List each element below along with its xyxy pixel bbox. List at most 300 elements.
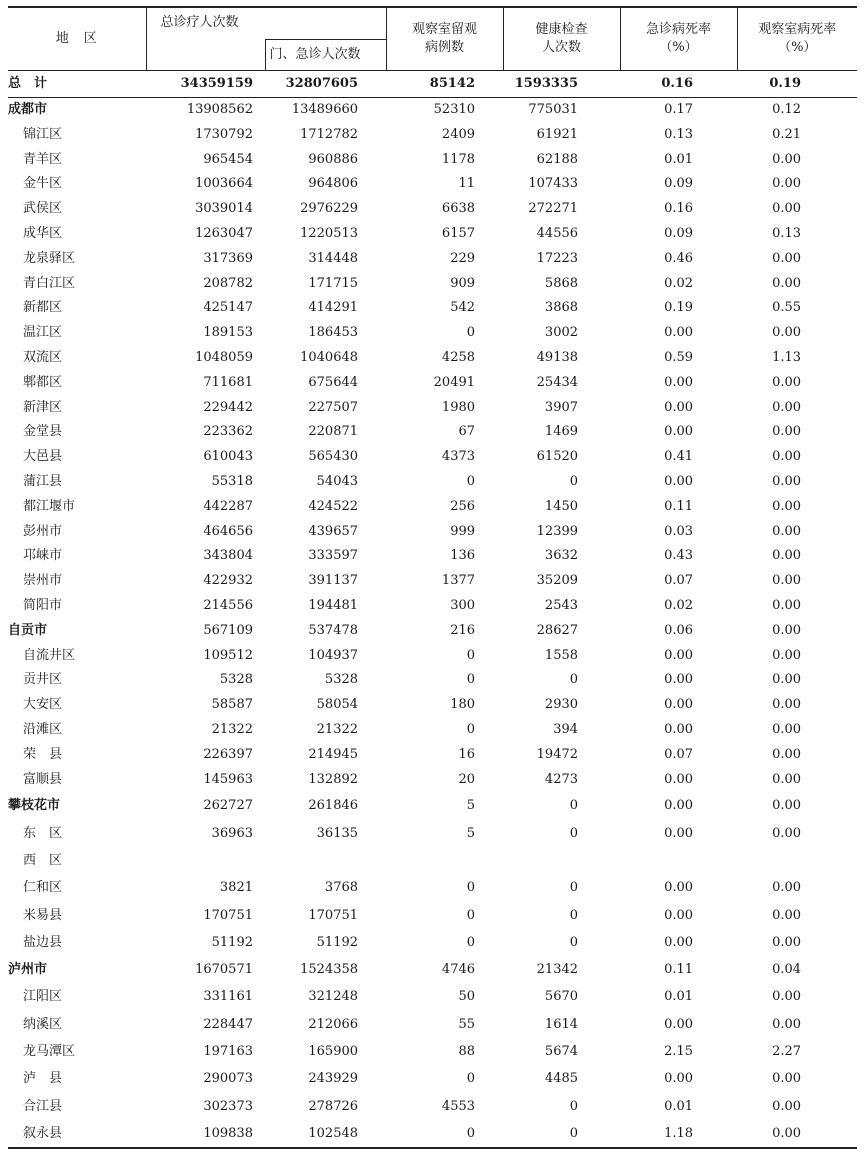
district-row	[8, 929, 857, 956]
value-cell: 0.00	[664, 907, 694, 923]
region-name: 龙马潭区	[23, 1043, 76, 1059]
region-name: 总 计	[8, 71, 146, 98]
city-row	[8, 619, 857, 644]
district-row	[8, 445, 857, 470]
value-cell: 21322	[211, 721, 253, 737]
value-cell: 50	[458, 989, 476, 1005]
value-cell: 51192	[316, 934, 359, 950]
value-cell: 35209	[536, 573, 579, 589]
value-cell: 180	[450, 697, 476, 713]
value-cell: 0.00	[772, 647, 802, 663]
header-region: 地 区	[8, 7, 146, 71]
region-name: 彭州市	[23, 523, 63, 539]
value-cell: 0	[569, 907, 579, 923]
value-cell: 0.00	[772, 548, 802, 564]
value-cell: 0.19	[737, 71, 857, 98]
district-row	[8, 544, 857, 569]
value-cell: 61520	[536, 449, 579, 465]
value-cell: 0.00	[772, 672, 802, 688]
city-row	[8, 792, 857, 819]
region-name: 郫都区	[23, 374, 63, 390]
value-cell: 0.01	[664, 989, 694, 1005]
value-cell: 442287	[203, 498, 253, 514]
district-row	[8, 902, 857, 929]
value-cell: 194481	[308, 597, 359, 613]
value-cell: 0	[503, 1120, 620, 1148]
value-cell: 567109	[203, 622, 253, 638]
district-row	[8, 495, 857, 520]
value-cell: 0.00	[772, 250, 802, 266]
district-row	[8, 296, 857, 321]
district-row	[8, 1120, 857, 1148]
value-cell: 3039014	[195, 201, 253, 217]
region-name: 武侯区	[23, 201, 63, 217]
value-cell: 610043	[203, 449, 253, 465]
value-cell: 6638	[441, 201, 476, 217]
value-cell: 0.00	[772, 798, 802, 814]
value-cell: 302373	[203, 1098, 253, 1114]
value-cell: 1524358	[300, 962, 359, 978]
value-cell: 775031	[503, 98, 620, 123]
value-cell: 0.59	[664, 349, 694, 365]
value-cell: 0.00	[772, 573, 802, 589]
value-cell: 170751	[308, 907, 359, 923]
value-cell: 54043	[316, 473, 359, 489]
value-cell	[503, 847, 620, 874]
value-cell: 0	[466, 473, 476, 489]
value-cell: 0	[569, 473, 579, 489]
value-cell: 102548	[265, 1120, 386, 1148]
value-cell: 189153	[203, 325, 253, 341]
value-cell: 228447	[203, 1016, 253, 1032]
district-row	[8, 1011, 857, 1038]
value-cell: 0	[569, 1098, 579, 1114]
value-cell: 0.00	[772, 934, 802, 950]
region-name: 蒲江县	[23, 473, 63, 489]
region-name: 江阳区	[23, 989, 63, 1005]
value-cell: 0.03	[664, 523, 694, 539]
value-cell: 4485	[544, 1071, 579, 1087]
region-name: 沿滩区	[23, 721, 63, 737]
region-name: 攀枝花市	[8, 798, 61, 814]
district-row	[8, 520, 857, 545]
value-cell: 0.41	[664, 449, 694, 465]
value-cell: 0.00	[772, 201, 802, 217]
value-cell: 0	[569, 672, 579, 688]
value-cell: 0.00	[772, 697, 802, 713]
region-name: 温江区	[23, 325, 63, 341]
value-cell: 0.00	[772, 622, 802, 638]
value-cell: 1450	[544, 498, 579, 514]
region-name: 崇州市	[23, 573, 63, 589]
value-cell: 0	[466, 907, 476, 923]
district-row	[8, 123, 857, 148]
value-cell: 0.02	[664, 597, 694, 613]
value-cell: 0.19	[664, 300, 694, 316]
table-body	[8, 71, 857, 1149]
value-cell: 55318	[211, 473, 253, 489]
value-cell: 0.00	[664, 880, 694, 896]
value-cell: 12399	[536, 523, 579, 539]
value-cell: 5868	[544, 275, 579, 291]
value-cell: 0	[466, 672, 476, 688]
value-cell: 49138	[536, 349, 579, 365]
value-cell: 0.00	[737, 1120, 857, 1148]
value-cell: 85142	[386, 71, 503, 98]
value-cell: 0.00	[772, 989, 802, 1005]
value-cell: 0.21	[772, 126, 802, 142]
header-emergency-death-rate-line1: 急诊病死率	[646, 22, 712, 37]
value-cell: 55	[458, 1016, 476, 1032]
value-cell: 0.00	[772, 275, 802, 291]
value-cell: 0.13	[664, 126, 694, 142]
value-cell: 0.00	[772, 325, 802, 341]
value-cell: 3907	[544, 399, 579, 415]
value-cell: 3632	[544, 548, 579, 564]
region-name: 双流区	[23, 349, 63, 365]
value-cell: 0	[466, 325, 476, 341]
value-cell: 1040648	[300, 349, 359, 365]
header-observation	[386, 7, 503, 71]
value-cell	[620, 847, 737, 874]
district-row	[8, 346, 857, 371]
value-cell: 0	[466, 1071, 476, 1087]
value-cell: 20	[458, 771, 476, 787]
value-cell: 2976229	[300, 201, 359, 217]
region-name: 富顺县	[23, 771, 63, 787]
value-cell: 0	[466, 647, 476, 663]
value-cell: 0.07	[664, 746, 694, 762]
value-cell: 165900	[308, 1043, 359, 1059]
district-row	[8, 420, 857, 445]
header-emergency-death-rate-line2: （%）	[659, 40, 698, 55]
region-name: 龙泉驿区	[23, 250, 76, 266]
value-cell: 197163	[203, 1043, 253, 1059]
value-cell: 88	[458, 1043, 476, 1059]
value-cell: 0.09	[664, 225, 694, 241]
region-name: 贡井区	[23, 672, 63, 688]
value-cell: 109512	[203, 647, 253, 663]
value-cell: 1048059	[195, 349, 253, 365]
value-cell: 960886	[308, 151, 359, 167]
region-name: 米易县	[23, 907, 63, 923]
value-cell: 3002	[544, 325, 579, 341]
value-cell: 1263047	[195, 225, 253, 241]
value-cell: 0.00	[664, 798, 694, 814]
value-cell: 0.07	[664, 573, 694, 589]
value-cell: 51192	[211, 934, 253, 950]
value-cell: 0.00	[772, 880, 802, 896]
value-cell: 52310	[386, 98, 503, 123]
value-cell: 0.04	[772, 962, 802, 978]
value-cell: 290073	[203, 1071, 253, 1087]
value-cell: 4373	[441, 449, 476, 465]
value-cell: 0.06	[664, 622, 694, 638]
value-cell: 0.00	[772, 399, 802, 415]
value-cell: 464656	[203, 523, 253, 539]
value-cell: 1730792	[195, 126, 253, 142]
value-cell: 0.00	[664, 934, 694, 950]
value-cell: 214945	[308, 746, 359, 762]
value-cell: 67	[458, 424, 476, 440]
district-row	[8, 321, 857, 346]
value-cell: 314448	[308, 250, 359, 266]
value-cell: 17223	[536, 250, 579, 266]
value-cell: 2.15	[664, 1043, 694, 1059]
value-cell: 58587	[211, 697, 253, 713]
value-cell: 226397	[203, 746, 253, 762]
value-cell: 262727	[203, 798, 253, 814]
district-row	[8, 1093, 857, 1120]
value-cell: 145963	[203, 771, 253, 787]
value-cell: 1558	[544, 647, 579, 663]
value-cell: 422932	[203, 573, 253, 589]
value-cell: 1.18	[620, 1120, 737, 1148]
value-cell: 414291	[308, 300, 359, 316]
value-cell: 2930	[544, 697, 579, 713]
district-row	[8, 983, 857, 1010]
header-observation-death-rate-line1: 观察室病死率	[758, 22, 837, 37]
value-cell: 261846	[308, 798, 359, 814]
value-cell: 1220513	[300, 225, 359, 241]
total-row	[8, 71, 857, 98]
value-cell: 186453	[308, 325, 359, 341]
region-name: 东 区	[23, 825, 63, 841]
district-row	[8, 768, 857, 793]
value-cell: 0	[386, 1120, 503, 1148]
value-cell: 61921	[536, 126, 579, 142]
value-cell: 0.00	[772, 907, 802, 923]
region-name: 西 区	[23, 852, 63, 868]
region-name: 自流井区	[23, 647, 76, 663]
district-row	[8, 371, 857, 396]
value-cell: 0.00	[772, 176, 802, 192]
district-row	[8, 148, 857, 173]
value-cell: 0.00	[772, 374, 802, 390]
value-cell: 0	[466, 934, 476, 950]
value-cell: 424522	[308, 498, 359, 514]
value-cell: 4746	[441, 962, 476, 978]
value-cell: 300	[450, 597, 476, 613]
value-cell: 675644	[308, 374, 359, 390]
district-row	[8, 718, 857, 743]
value-cell: 3768	[324, 880, 359, 896]
value-cell: 171715	[308, 275, 359, 291]
district-row	[8, 743, 857, 768]
value-cell: 170751	[203, 907, 253, 923]
region-name: 邛崃市	[23, 548, 63, 564]
value-cell: 542	[450, 300, 476, 316]
value-cell: 0	[466, 880, 476, 896]
value-cell: 0.00	[772, 1098, 802, 1114]
value-cell: 11	[458, 176, 476, 192]
value-cell: 0.00	[664, 771, 694, 787]
district-row	[8, 247, 857, 272]
region-name: 锦江区	[23, 126, 63, 142]
value-cell: 0.11	[664, 498, 694, 514]
value-cell: 965454	[203, 151, 253, 167]
value-cell: 331161	[203, 989, 253, 1005]
district-row	[8, 820, 857, 847]
district-row	[8, 569, 857, 594]
region-name: 自贡市	[8, 622, 48, 638]
header-observation-line2: 病例数	[425, 40, 465, 55]
value-cell: 0.00	[772, 449, 802, 465]
header-outpatient: 门、急诊人次数	[265, 39, 386, 71]
region-name: 合江县	[23, 1098, 63, 1114]
value-cell: 243929	[308, 1071, 359, 1087]
value-cell: 4258	[441, 349, 476, 365]
value-cell: 3868	[544, 300, 579, 316]
city-row	[8, 98, 857, 123]
value-cell: 1593335	[503, 71, 620, 98]
value-cell: 20491	[433, 374, 476, 390]
value-cell: 1980	[441, 399, 476, 415]
value-cell: 0.00	[664, 399, 694, 415]
value-cell: 0.12	[737, 98, 857, 123]
value-cell: 0.00	[664, 721, 694, 737]
region-name: 成都市	[8, 98, 146, 123]
value-cell: 0.00	[664, 374, 694, 390]
value-cell: 0.00	[772, 746, 802, 762]
region-name: 荣 县	[23, 746, 63, 762]
value-cell: 136	[450, 548, 476, 564]
header-observation-death-rate-line2: （%）	[778, 40, 817, 55]
value-cell: 5674	[544, 1043, 579, 1059]
value-cell: 6157	[441, 225, 476, 241]
value-cell: 321248	[308, 989, 359, 1005]
value-cell: 208782	[203, 275, 253, 291]
value-cell: 36963	[211, 825, 253, 841]
value-cell: 317369	[203, 250, 253, 266]
value-cell: 220871	[308, 424, 359, 440]
header-total-visits-spacer	[146, 39, 265, 71]
header-observation-line1: 观察室留观	[412, 22, 478, 37]
value-cell: 0.00	[772, 498, 802, 514]
value-cell: 439657	[308, 523, 359, 539]
value-cell: 1712782	[300, 126, 359, 142]
region-name: 金牛区	[23, 176, 63, 192]
value-cell: 0.00	[664, 672, 694, 688]
district-row	[8, 222, 857, 247]
value-cell: 964806	[308, 176, 359, 192]
value-cell: 0.13	[772, 225, 802, 241]
value-cell: 4273	[544, 771, 579, 787]
value-cell: 537478	[308, 622, 359, 638]
region-name: 简阳市	[23, 597, 63, 613]
value-cell: 19472	[536, 746, 579, 762]
value-cell: 1003664	[195, 176, 253, 192]
value-cell: 216	[450, 622, 476, 638]
value-cell: 0.43	[664, 548, 694, 564]
value-cell: 391137	[308, 573, 359, 589]
header-total-visits: 总诊疗人次数	[146, 7, 386, 39]
region-name: 新都区	[23, 300, 63, 316]
statistics-table	[8, 6, 857, 1149]
value-cell: 909	[450, 275, 476, 291]
header-observation-death-rate	[737, 7, 857, 71]
value-cell: 5	[466, 825, 476, 841]
value-cell: 36135	[316, 825, 359, 841]
value-cell: 0.16	[620, 71, 737, 98]
value-cell: 5328	[324, 672, 359, 688]
value-cell: 5670	[544, 989, 579, 1005]
value-cell: 0.00	[772, 771, 802, 787]
value-cell: 0.01	[664, 151, 694, 167]
value-cell: 0.46	[664, 250, 694, 266]
value-cell: 21322	[316, 721, 359, 737]
value-cell: 425147	[203, 300, 253, 316]
value-cell: 0.00	[772, 721, 802, 737]
value-cell: 0.00	[664, 825, 694, 841]
value-cell: 0.09	[664, 176, 694, 192]
value-cell: 0	[569, 825, 579, 841]
value-cell: 0.00	[664, 325, 694, 341]
region-name: 青白江区	[23, 275, 76, 291]
district-row	[8, 644, 857, 669]
value-cell: 0.02	[664, 275, 694, 291]
district-row	[8, 272, 857, 297]
value-cell	[386, 847, 503, 874]
value-cell: 0.00	[772, 825, 802, 841]
value-cell: 0.00	[772, 473, 802, 489]
value-cell: 0.16	[664, 201, 694, 217]
value-cell: 229	[450, 250, 476, 266]
region-name: 大邑县	[23, 449, 63, 465]
value-cell: 0.11	[664, 962, 694, 978]
value-cell: 1614	[544, 1016, 579, 1032]
header-health-check-line1: 健康检查	[535, 22, 588, 37]
value-cell: 104937	[308, 647, 359, 663]
value-cell: 0	[569, 934, 579, 950]
district-row	[8, 197, 857, 222]
value-cell	[737, 847, 857, 874]
value-cell: 1.13	[772, 349, 802, 365]
value-cell: 21342	[536, 962, 579, 978]
value-cell: 132892	[308, 771, 359, 787]
value-cell: 2543	[544, 597, 579, 613]
district-row	[8, 693, 857, 718]
district-row	[8, 172, 857, 197]
value-cell: 0.55	[772, 300, 802, 316]
value-cell: 13489660	[265, 98, 386, 123]
region-name: 仁和区	[23, 880, 63, 896]
region-name: 成华区	[23, 225, 63, 241]
value-cell: 1377	[441, 573, 476, 589]
value-cell: 0.00	[772, 1016, 802, 1032]
value-cell: 2.27	[772, 1043, 802, 1059]
value-cell: 1178	[441, 151, 476, 167]
value-cell: 223362	[203, 424, 253, 440]
region-name: 泸州市	[8, 962, 48, 978]
value-cell: 16	[458, 746, 476, 762]
value-cell: 0.00	[664, 697, 694, 713]
value-cell: 44556	[536, 225, 579, 241]
value-cell: 0.17	[620, 98, 737, 123]
value-cell: 0.00	[664, 647, 694, 663]
region-name: 叙永县	[8, 1120, 146, 1148]
value-cell: 711681	[203, 374, 253, 390]
value-cell: 58054	[316, 697, 359, 713]
value-cell: 272271	[528, 201, 579, 217]
value-cell: 214556	[203, 597, 253, 613]
region-name: 金堂县	[23, 424, 63, 440]
value-cell: 0.00	[772, 1071, 802, 1087]
value-cell: 229442	[203, 399, 253, 415]
value-cell: 0.01	[664, 1098, 694, 1114]
value-cell	[265, 847, 386, 874]
district-row	[8, 594, 857, 619]
